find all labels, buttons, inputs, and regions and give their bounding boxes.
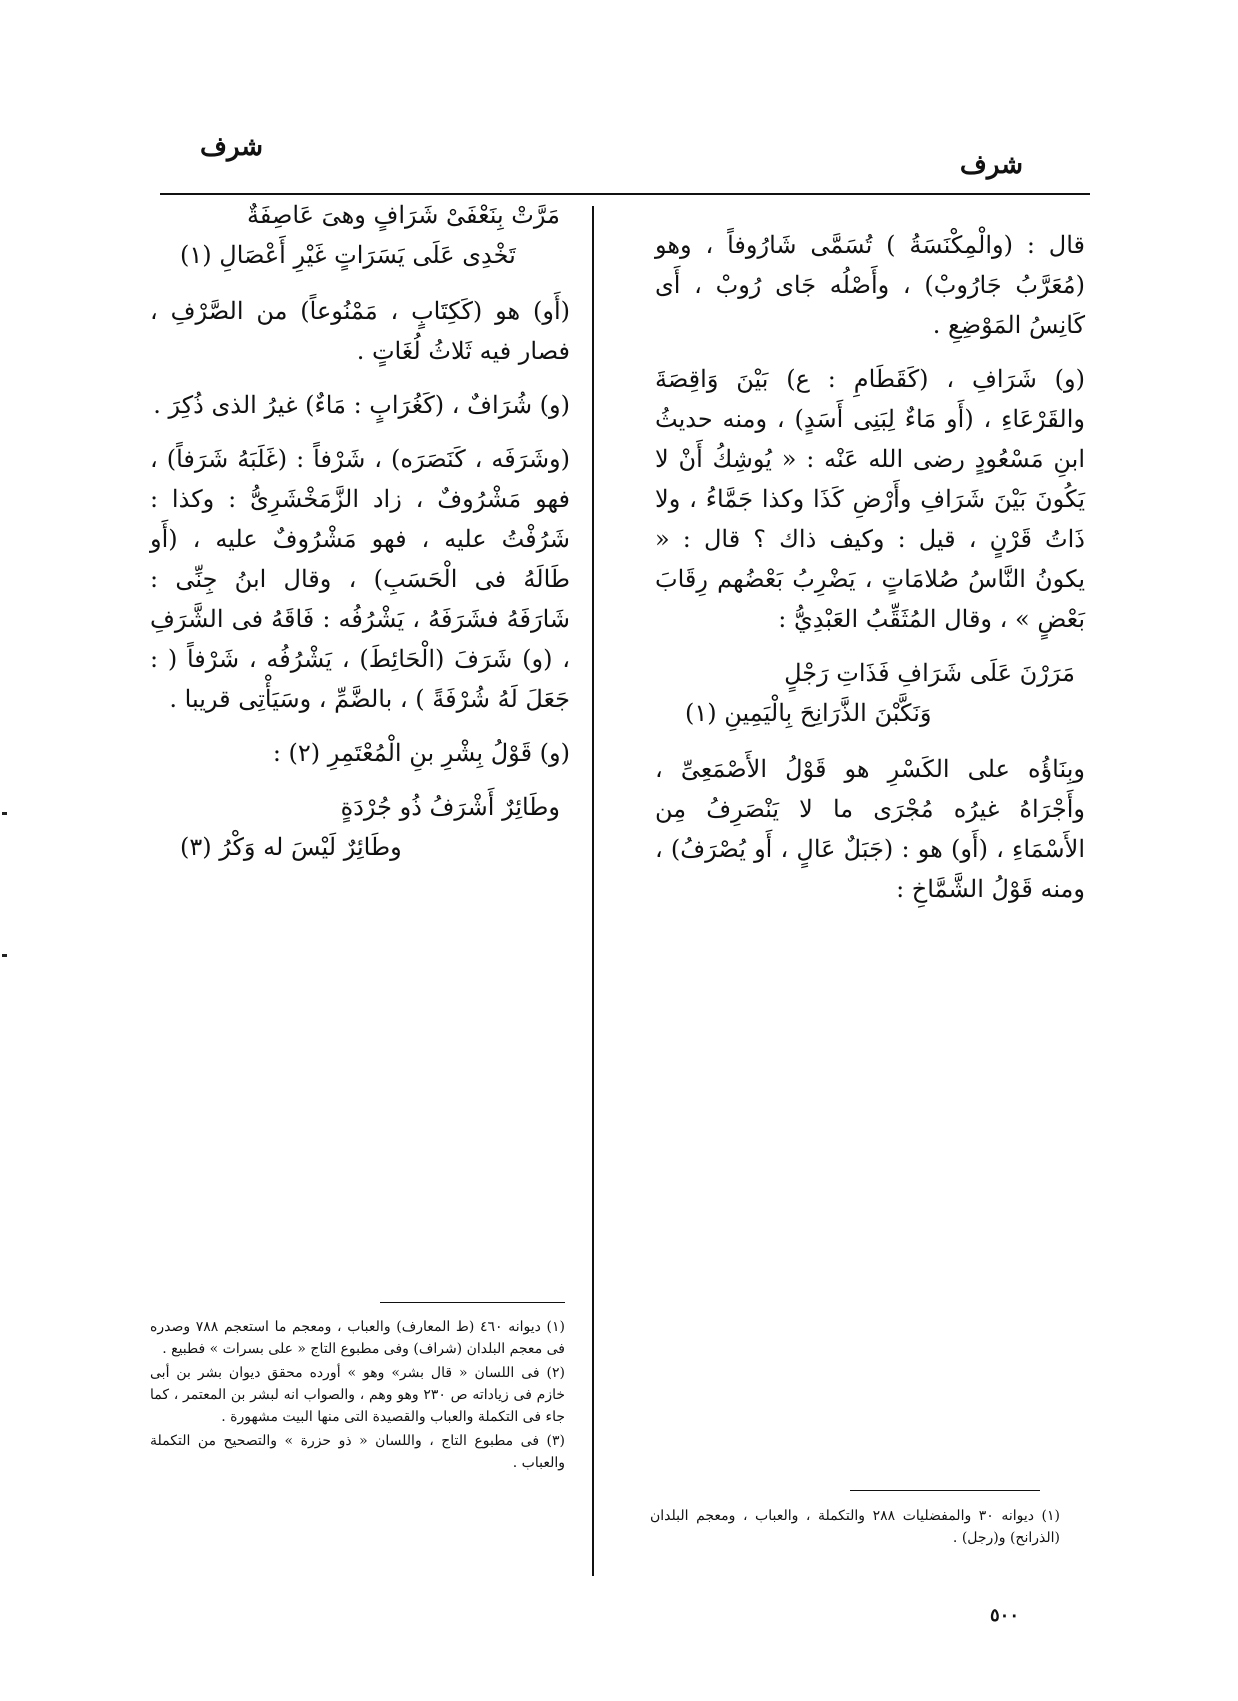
footnotes-right: [650, 1505, 1060, 1551]
scan-speck: [2, 812, 7, 815]
left-column: [150, 195, 570, 883]
footnote: (١) ديوانه ٣٠ والمفضليات ٢٨٨ والتكملة ، والعباب ، ومعجم البلدان (الذرانح) و(رجل) .: [650, 1508, 1060, 1546]
poem-verse: [655, 653, 1085, 733]
page-number: ٥٠٠: [990, 1605, 1020, 1626]
verse-hemistich-first: مَرَّتْ بِنَعْفَىْ شَرَافٍ وهىَ عَاصِفَةٌ: [246, 201, 560, 229]
footnote: (٣) فى مطبوع التاج ، واللسان « ذو حزرة » والتصحيح من التكملة والعباب .: [150, 1433, 565, 1471]
entry-paragraph: وبِنَاؤُه على الكَسْرِ هو قَوْلُ الأَصْمَعِىِّ ، وأَجْرَاهُ غيرُه مُجْرَى ما لا يَنْصَرِفُ مِن الأَسْمَاءِ ، (أَو) هو : (جَبَلٌ عَالٍ ، أَو يُصْرَفُ) ، ومنه قَوْلُ الشَّمَّاخِ :: [655, 755, 1085, 903]
running-head-right: شرف: [959, 150, 1023, 180]
footnote: (١) ديوانه ٤٦٠ (ط المعارف) والعباب ، ومعجم ما استعجم ٧٨٨ وصدره فى معجم البلدان (شراف) وفى مطبوع التاج « على بسرات » فطبيع .: [150, 1319, 565, 1357]
entry-paragraph: (و) شُرَافٌ ، (كَغُرَابٍ : مَاءٌ) غيرُ الذى ذُكِرَ .: [153, 391, 570, 419]
verse-hemistich-second: وطَائِرٌ لَيْسَ له وَكْرُ (٣): [180, 833, 402, 861]
entry-paragraph: قال : (والْمِكْنَسَةُ ) تُسَمَّى شَارُوفاً ، وهو (مُعَرَّبُ جَارُوبْ) ، وأَصْلُه جَاى رُوبْ ، أَى كَانِسُ المَوْضِعِ .: [655, 231, 1085, 339]
verse-hemistich-second: تَخْدِى عَلَى يَسَرَاتٍ غَيْرِ أَعْصَالِ (١): [180, 241, 516, 269]
column-divider: [592, 206, 594, 1576]
verse-hemistich-second: وَنَكَّبْنَ الذَّرَانِحَ بِالْيَمِينِ (١): [685, 699, 932, 727]
entry-paragraph: (و) قَوْلُ بِشْرِ بنِ الْمُعْتَمِرِ (٢) :: [272, 739, 570, 767]
entry-paragraph: (و) شَرَافِ ، (كَقَطَامِ : ع) بَيْنَ وَاقِصَةَ والقَرْعَاءِ ، (أَو مَاءٌ لِبَنِى أَسَدٍ) ، ومنه حديثُ ابنِ مَسْعُودٍ رضى الله عَنْه : « يُوشِكُ أَنْ لا يَكُونَ بَيْنَ شَرَافِ وأَرْضِ كَذَا وكذا جَمَّاءُ ، ولا ذَاتُ قَرْنٍ ، قيل : وكيف ذاك ؟ قال : « يكونُ النَّاسُ صُلامَاتٍ ، يَضْرِبُ بَعْضُهم رِقَابَ بَعْضٍ » ، وقال المُثَقِّبُ العَبْدِيُّ :: [655, 365, 1085, 633]
footnote-rule-left: [380, 1302, 565, 1303]
verse-hemistich-first: وطَائِرٌ أَشْرَفُ ذُو جُرْدَةٍ: [340, 793, 560, 821]
footnote-rule-right: [850, 1490, 1040, 1491]
right-column: [655, 225, 1085, 923]
verse-hemistich-first: مَرَرْنَ عَلَى شَرَافِ فَذَاتِ رَجْلٍ: [784, 659, 1075, 687]
scan-speck: [2, 954, 7, 957]
running-head-left: شرف: [200, 132, 264, 162]
poem-verse: [150, 195, 570, 275]
footnote: (٢) فى اللسان « قال بشر» وهو » أورده محقق ديوان بشر بن أبى خازم فى زياداته ص ٢٣٠ وهو وهم ، والصواب انه لبشر بن المعتمر ، كما جاء فى التكملة والعباب والقصيدة التى منها البيت مشهورة .: [150, 1365, 566, 1425]
entry-paragraph: (أَو) هو (كَكِتَابٍ ، مَمْنُوعاً) من الصَّرْفِ ، فصار فيه ثَلاثُ لُغَاتٍ .: [150, 297, 570, 365]
footnotes-left: [150, 1316, 565, 1476]
poem-verse: [150, 787, 570, 867]
entry-paragraph: (وشَرَفَه ، كَنَصَرَه) ، شَرْفاً : (غَلَبَهُ شَرَفاً) ، فهو مَشْرُوفٌ ، زاد الزَّمَخْشَرِىُّ : وكذا : شَرُفْتُ عليه ، فهو مَشْرُوفٌ عليه ، (أَو طَالَهُ فى الْحَسَبِ) ، وقال ابنُ جِنِّى : شَارَفَهُ فشَرَفَهُ ، يَشْرُفُه : فَاقَهُ فى الشَّرَفِ ، (و) شَرَفَ (الْحَائِطَ) ، يَشْرُفُه ، شَرْفاً ( : جَعَلَ لَهُ شُرْفَةً ) ، بالضَّمِّ ، وسَيَأْتِى قريبا .: [150, 445, 570, 713]
